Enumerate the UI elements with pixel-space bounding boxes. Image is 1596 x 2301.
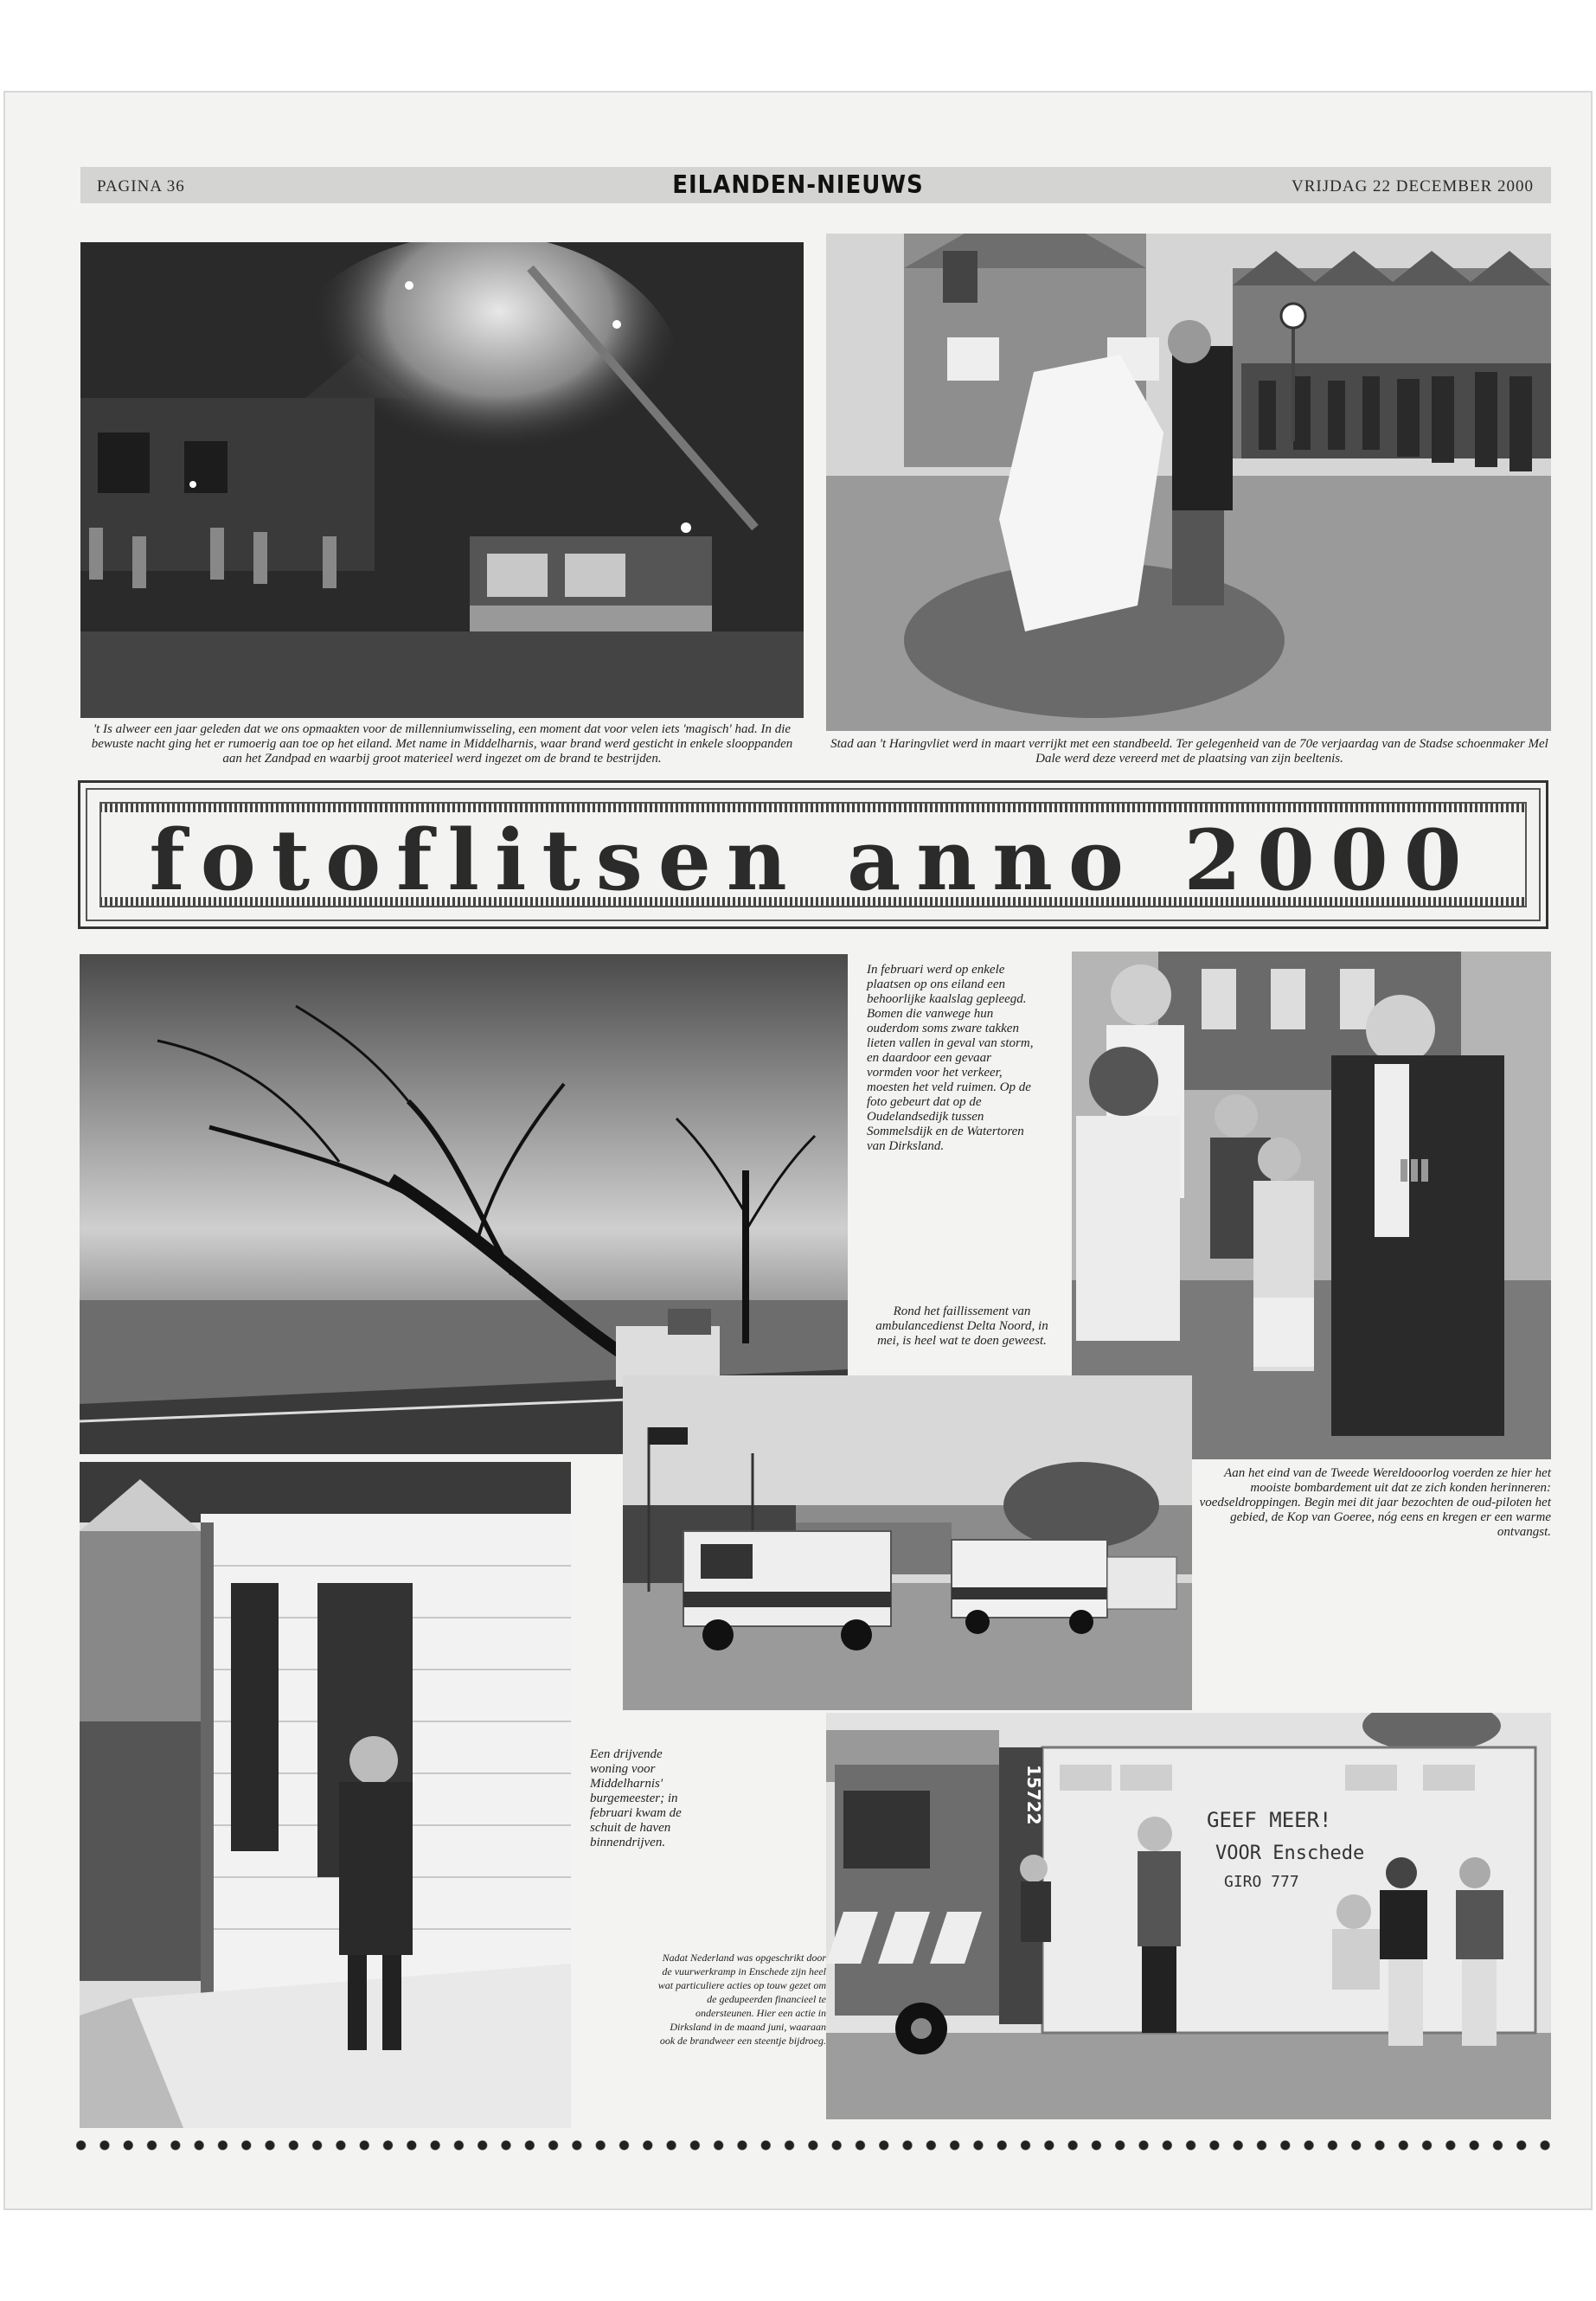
bottom-dotted-rule [69, 2138, 1557, 2152]
truck-number: 15722 [1023, 1765, 1044, 1825]
photo-ambulances [623, 1375, 1192, 1710]
caption-storm: In februari werd op enkele plaatsen op ons eiland een behoorlijke kaalslag gepleegd. Bomen die vanwege hun ouderdom soms zware takken lieten vallen in geval van storm, en daardoor een gevaar vormden voor het verkeer, moesten het veld ruimen. Op de foto gebeurt dat op de Oudelandsedijk tussen Sommelsdijk en de Watertoren van Dirksland. [867, 963, 1034, 1153]
sign-line-3: GIRO 777 [1224, 1873, 1299, 1891]
caption-fire: 't Is alweer een jaar geleden dat we ons opmaakten voor de millenniumwisseling, een moment dat voor velen iets 'magisch' had. In die bewuste nacht ging het er rumoerig aan toe op het eiland. Met name in Middelharnis, waar brand werd gesticht in enkele slooppanden aan het Zandpad en waarbij groot materieel werd ingezet om de brand te bestrijden. [91, 722, 793, 766]
banner-title: fotoflitsen anno 2000 [149, 811, 1477, 909]
photo-fire [80, 242, 804, 718]
sign-line-2: VOOR Enschede [1215, 1843, 1365, 1864]
caption-enschede: Nadat Nederland was opgeschrikt door de vuurwerkramp in Enschede zijn heel wat particuliere acties op touw gezet om de gedupeerden financieel te ondersteunen. Hier een actie in Dirksland in de maand juni, waaraan ook de brandweer een steentje bijdroeg. [657, 1952, 826, 2047]
issue-date: VRIJDAG 22 DECEMBER 2000 [1292, 177, 1534, 195]
photo-fire-truck [826, 1713, 1551, 2119]
photo-floating-house [80, 1462, 571, 2128]
caption-statue: Stad aan 't Haringvliet werd in maart verrijkt met een standbeeld. Ter gelegenheid van de 70e verjaardag van de Stadse schoenmaker Mel Dale werd deze vereerd met de plaatsing van zijn beeltenis. [830, 737, 1548, 766]
caption-ambulance: Rond het faillissement van ambulancedienst Delta Noord, in mei, is heel wat te doen geweest. [875, 1304, 1048, 1348]
page-number: PAGINA 36 [97, 177, 185, 195]
caption-house: Een drijvende woning voor Middelharnis' burgemeester; in februari kwam de schuit de haven binnendrijven. [590, 1747, 682, 1849]
sign-line-1: GEEF MEER! [1207, 1808, 1332, 1832]
masthead: EILANDEN-NIEUWS [672, 170, 924, 200]
section-banner [78, 780, 1548, 929]
photo-statue [826, 234, 1551, 731]
caption-veterans: Aan het eind van de Tweede Wereldooorlog voerden ze hier het mooiste bombardement uit dat ze zich konden herinneren: voedseldroppingen. Begin mei dit jaar bezochten de oud-piloten het gebied, de Kop van Goeree, nóg eens en kregen er een warme ontvangst. [1199, 1466, 1551, 1539]
